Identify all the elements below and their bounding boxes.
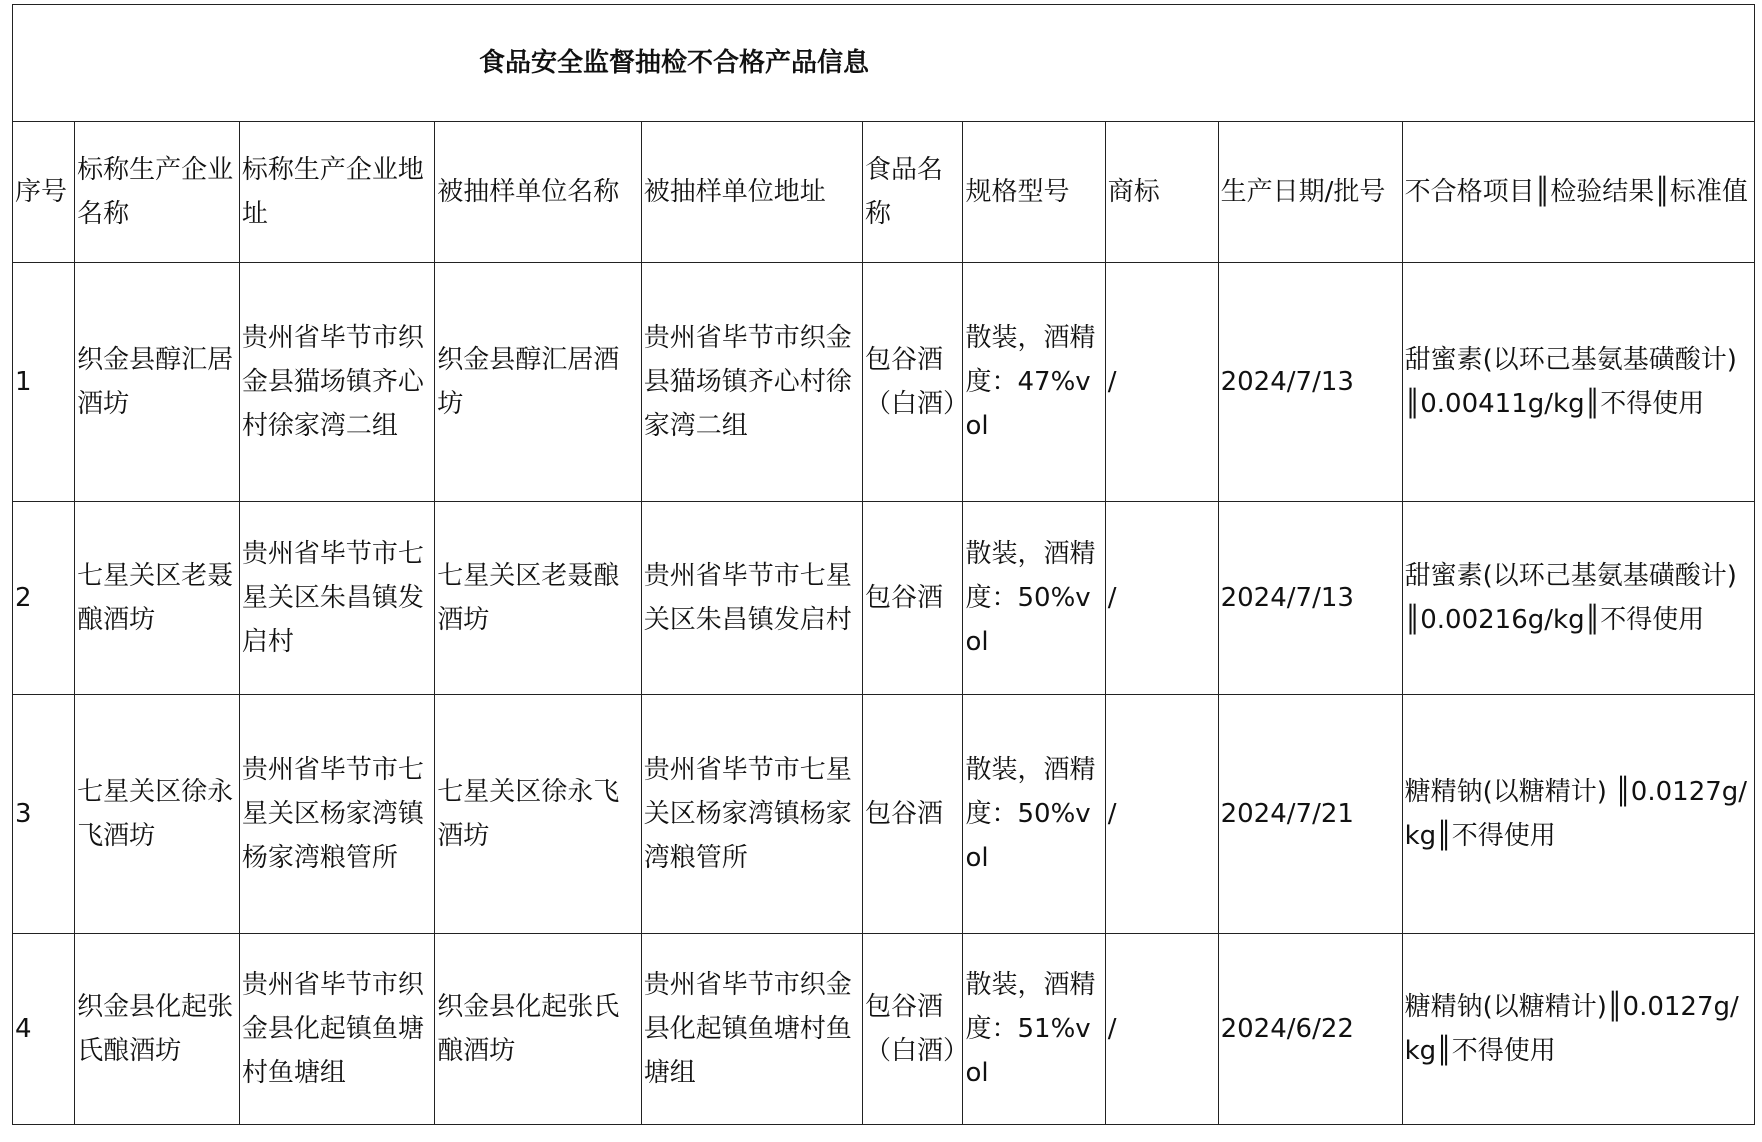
cell-producer: 织金县醇汇居酒坊 [75, 263, 240, 502]
inspection-sheet [12, 4, 1755, 1125]
cell-no: 3 [13, 695, 75, 934]
cell-spec: 散装，酒精度：50%vol [963, 502, 1105, 695]
column-header-result: 不合格项目║检验结果║标准值 [1402, 122, 1754, 263]
cell-producer: 织金县化起张氏酿酒坊 [75, 934, 240, 1125]
table-row [13, 695, 1755, 934]
cell-sampled-unit: 七星关区老聂酿酒坊 [435, 502, 642, 695]
title-row [13, 5, 1755, 122]
cell-date: 2024/7/13 [1218, 263, 1402, 502]
cell-result: 糖精钠(以糖精计)║0.0127g/kg║不得使用 [1402, 934, 1754, 1125]
column-header-producer-address: 标称生产企业地址 [239, 122, 434, 263]
page-title: 食品安全监督抽检不合格产品信息 [13, 5, 1755, 122]
cell-trademark: / [1105, 502, 1218, 695]
cell-date: 2024/6/22 [1218, 934, 1402, 1125]
column-header-sampled-unit: 被抽样单位名称 [435, 122, 642, 263]
cell-producer-address: 贵州省毕节市七星关区杨家湾镇杨家湾粮管所 [239, 695, 434, 934]
cell-sampled-unit: 织金县醇汇居酒坊 [435, 263, 642, 502]
cell-no: 2 [13, 502, 75, 695]
cell-spec: 散装，酒精度：50%vol [963, 695, 1105, 934]
column-header-producer: 标称生产企业名称 [75, 122, 240, 263]
cell-sampled-address: 贵州省毕节市织金县猫场镇齐心村徐家湾二组 [641, 263, 862, 502]
column-header-trademark: 商标 [1105, 122, 1218, 263]
cell-sampled-unit: 织金县化起张氏酿酒坊 [435, 934, 642, 1125]
cell-food-name: 包谷酒（白酒） [863, 934, 963, 1125]
cell-producer: 七星关区老聂酿酒坊 [75, 502, 240, 695]
cell-trademark: / [1105, 263, 1218, 502]
column-header-food-name: 食品名称 [863, 122, 963, 263]
cell-spec: 散装，酒精度：47%vol [963, 263, 1105, 502]
cell-result: 甜蜜素(以环己基氨基磺酸计)║0.00216g/kg║不得使用 [1402, 502, 1754, 695]
cell-trademark: / [1105, 695, 1218, 934]
column-header-no: 序号 [13, 122, 75, 263]
cell-food-name: 包谷酒 [863, 695, 963, 934]
cell-spec: 散装，酒精度：51%vol [963, 934, 1105, 1125]
table-row [13, 934, 1755, 1125]
cell-trademark: / [1105, 934, 1218, 1125]
cell-sampled-address: 贵州省毕节市织金县化起镇鱼塘村鱼塘组 [641, 934, 862, 1125]
cell-producer: 七星关区徐永飞酒坊 [75, 695, 240, 934]
cell-sampled-address: 贵州省毕节市七星关区朱昌镇发启村 [641, 502, 862, 695]
cell-producer-address: 贵州省毕节市织金县化起镇鱼塘村鱼塘组 [239, 934, 434, 1125]
cell-date: 2024/7/21 [1218, 695, 1402, 934]
column-header-sampled-address: 被抽样单位地址 [641, 122, 862, 263]
cell-sampled-unit: 七星关区徐永飞酒坊 [435, 695, 642, 934]
table-row [13, 263, 1755, 502]
cell-producer-address: 贵州省毕节市七星关区朱昌镇发启村 [239, 502, 434, 695]
column-header-spec: 规格型号 [963, 122, 1105, 263]
cell-food-name: 包谷酒（白酒） [863, 263, 963, 502]
header-row [13, 122, 1755, 263]
column-header-date: 生产日期/批号 [1218, 122, 1402, 263]
cell-producer-address: 贵州省毕节市织金县猫场镇齐心村徐家湾二组 [239, 263, 434, 502]
cell-sampled-address: 贵州省毕节市七星关区杨家湾镇杨家湾粮管所 [641, 695, 862, 934]
cell-no: 4 [13, 934, 75, 1125]
inspection-table [12, 4, 1755, 1125]
cell-result: 甜蜜素(以环己基氨基磺酸计)║0.00411g/kg║不得使用 [1402, 263, 1754, 502]
cell-result: 糖精钠(以糖精计) ║0.0127g/kg║不得使用 [1402, 695, 1754, 934]
table-row [13, 502, 1755, 695]
cell-date: 2024/7/13 [1218, 502, 1402, 695]
cell-no: 1 [13, 263, 75, 502]
cell-food-name: 包谷酒 [863, 502, 963, 695]
